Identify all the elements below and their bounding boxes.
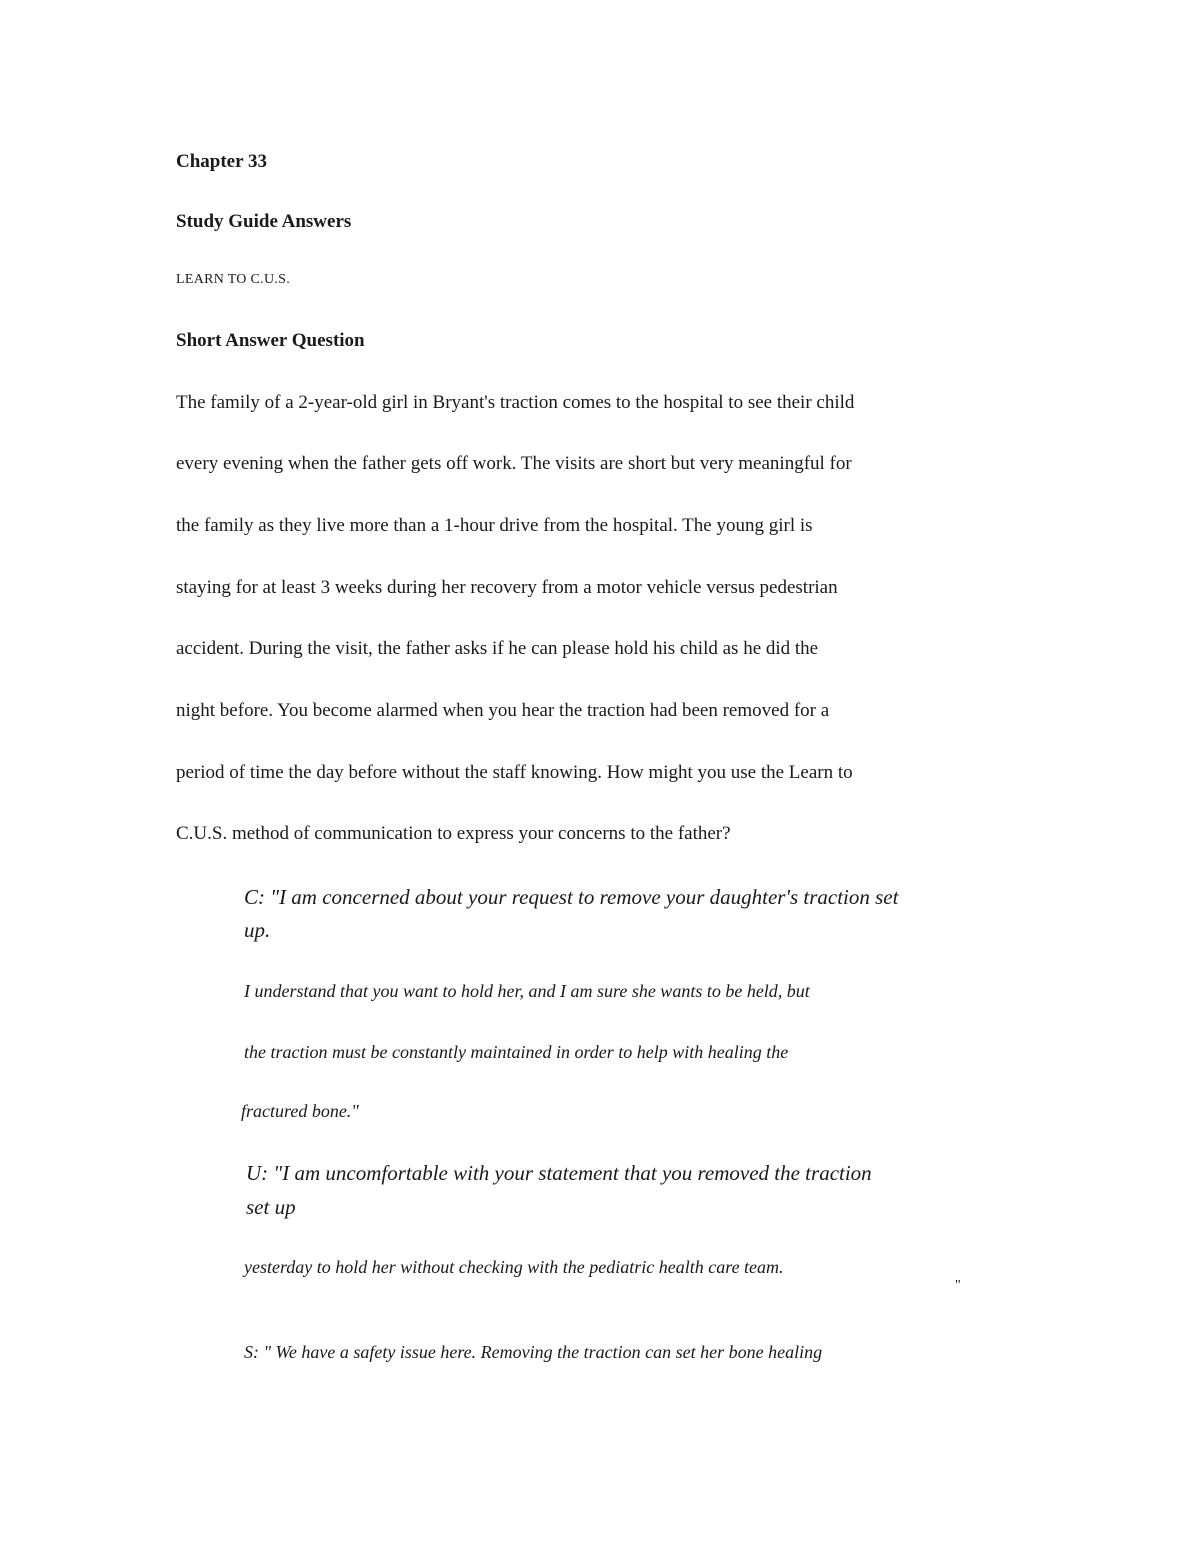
answer-c-line: up.	[244, 918, 271, 942]
answer-u-line: U: "I am uncomfortable with your statement that you removed the traction	[246, 1161, 872, 1185]
chapter-title: Chapter 33	[176, 151, 267, 172]
closing-quote-mark: "	[955, 1278, 961, 1293]
question-line: C.U.S. method of communication to express your concerns to the father?	[176, 823, 731, 844]
answer-u-line: set up	[246, 1195, 296, 1219]
question-line: The family of a 2-year-old girl in Bryant's traction comes to the hospital to see their child	[176, 392, 855, 413]
question-line: the family as they live more than a 1-hour drive from the hospital. The young girl is	[176, 515, 813, 536]
question-line: accident. During the visit, the father asks if he can please hold his child as he did the	[176, 638, 819, 659]
question-line: night before. You become alarmed when you hear the traction had been removed for a	[176, 700, 830, 721]
section-heading: Short Answer Question	[176, 330, 365, 351]
question-line: every evening when the father gets off work. The visits are short but very meaningful for	[176, 453, 852, 474]
answer-s-line: S: " We have a safety issue here. Removing the traction can set her bone healing	[244, 1342, 823, 1362]
method-label: LEARN TO C.U.S.	[176, 272, 291, 287]
question-line: staying for at least 3 weeks during her recovery from a motor vehicle versus pedestrian	[176, 577, 838, 598]
answer-c-line: C: "I am concerned about your request to remove your daughter's traction set	[244, 885, 899, 909]
answer-c-detail-line: the traction must be constantly maintained in order to help with healing the	[244, 1042, 789, 1062]
answer-c-detail-line: fractured bone."	[241, 1101, 359, 1121]
study-guide-title: Study Guide Answers	[176, 211, 352, 232]
answer-u-detail-line: yesterday to hold her without checking with the pediatric health care team.	[244, 1257, 784, 1277]
answer-c-detail-line: I understand that you want to hold her, and I am sure she wants to be held, but	[244, 981, 810, 1001]
question-line: period of time the day before without the staff knowing. How might you use the Learn to	[176, 762, 853, 783]
